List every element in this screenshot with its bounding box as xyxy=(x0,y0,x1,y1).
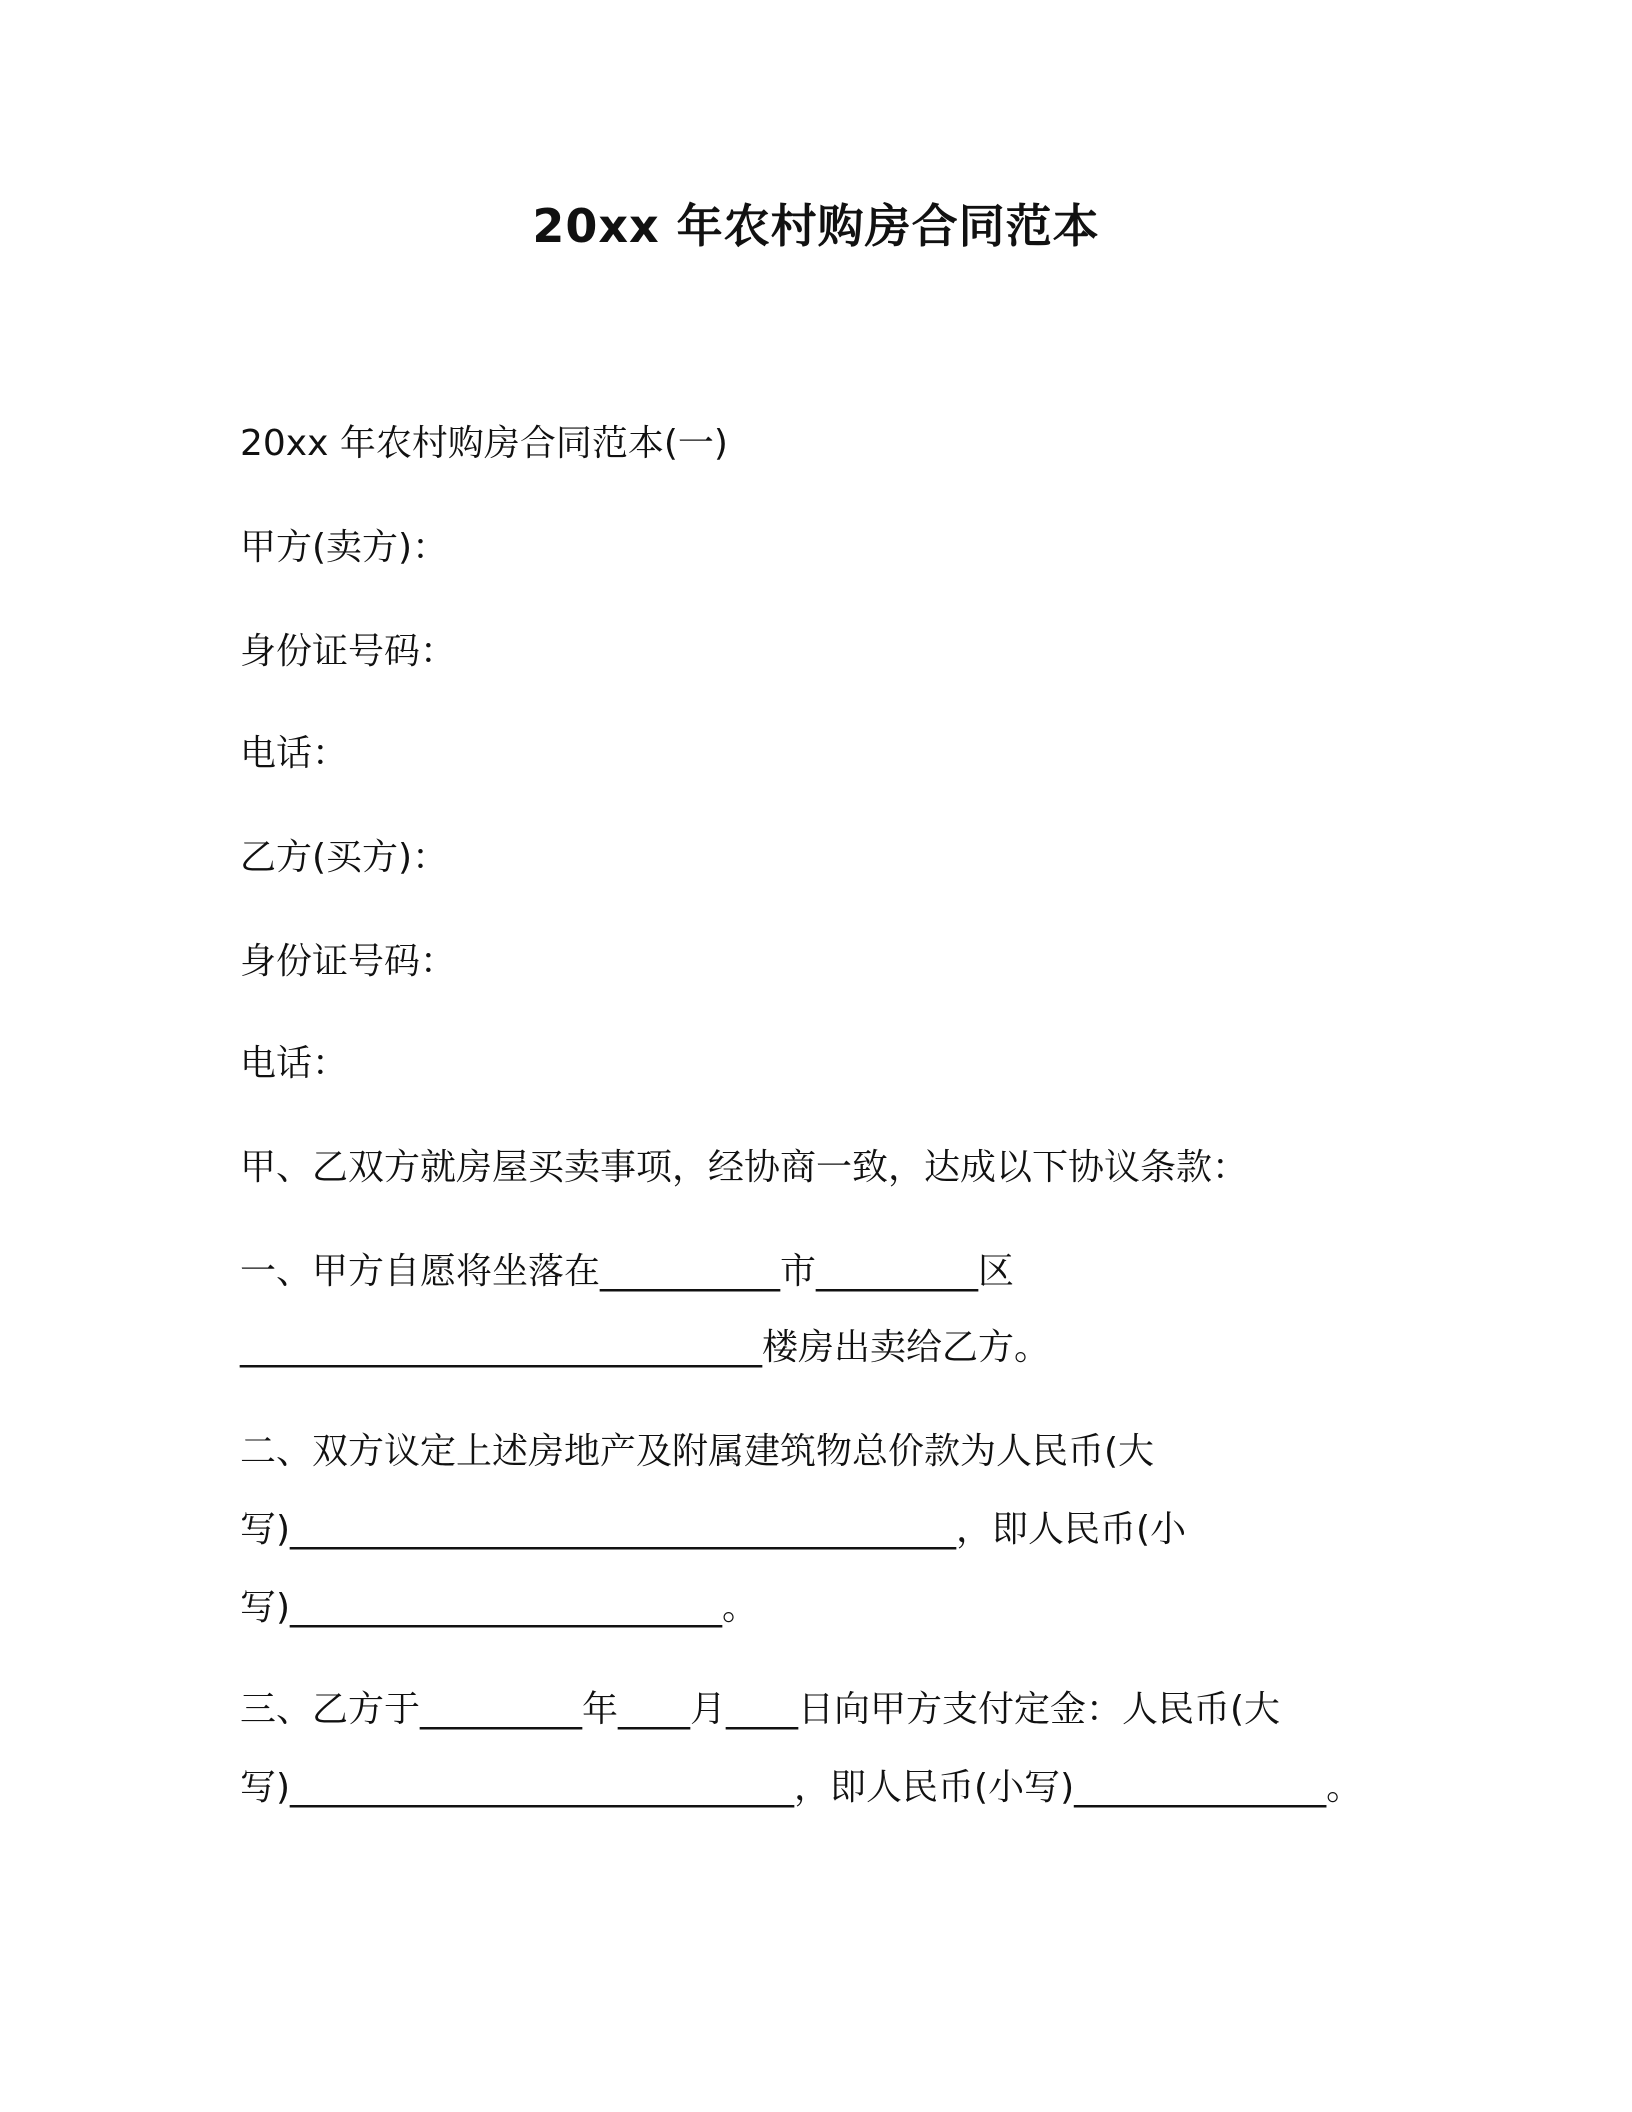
section-heading: 20xx 年农村购房合同范本(一) xyxy=(240,423,728,464)
seller-label: 甲方(卖方)： xyxy=(240,527,449,568)
agreement-intro: 甲、乙双方就房屋买卖事项，经协商一致，达成以下协议条款： xyxy=(240,1147,1249,1188)
buyer-id-label: 身份证号码： xyxy=(240,941,457,982)
seller-phone-label: 电话： xyxy=(240,733,349,774)
clause-2-line-2: 写)_____________________________________，即人民币(小 xyxy=(240,1509,1187,1550)
clause-2-line-1: 二、双方议定上述房地产及附属建筑物总价款为人民币(大 xyxy=(240,1431,1155,1472)
clause-1-line-2: _____________________________楼房出卖给乙方。 xyxy=(240,1327,1051,1368)
seller-id-label: 身份证号码： xyxy=(240,631,457,672)
clause-3-line-1: 三、乙方于_________年____月____日向甲方支付定金：人民币(大 xyxy=(240,1689,1281,1730)
document-title: 20xx 年农村购房合同范本 xyxy=(532,199,1100,253)
buyer-label: 乙方(买方)： xyxy=(240,837,449,878)
clause-2-line-3: 写)________________________。 xyxy=(240,1587,759,1628)
clause-1-line-1: 一、甲方自愿将坐落在__________市_________区 xyxy=(240,1251,1015,1292)
buyer-phone-label: 电话： xyxy=(240,1043,349,1084)
clause-3-line-2: 写)____________________________，即人民币(小写)______________。 xyxy=(240,1767,1363,1808)
